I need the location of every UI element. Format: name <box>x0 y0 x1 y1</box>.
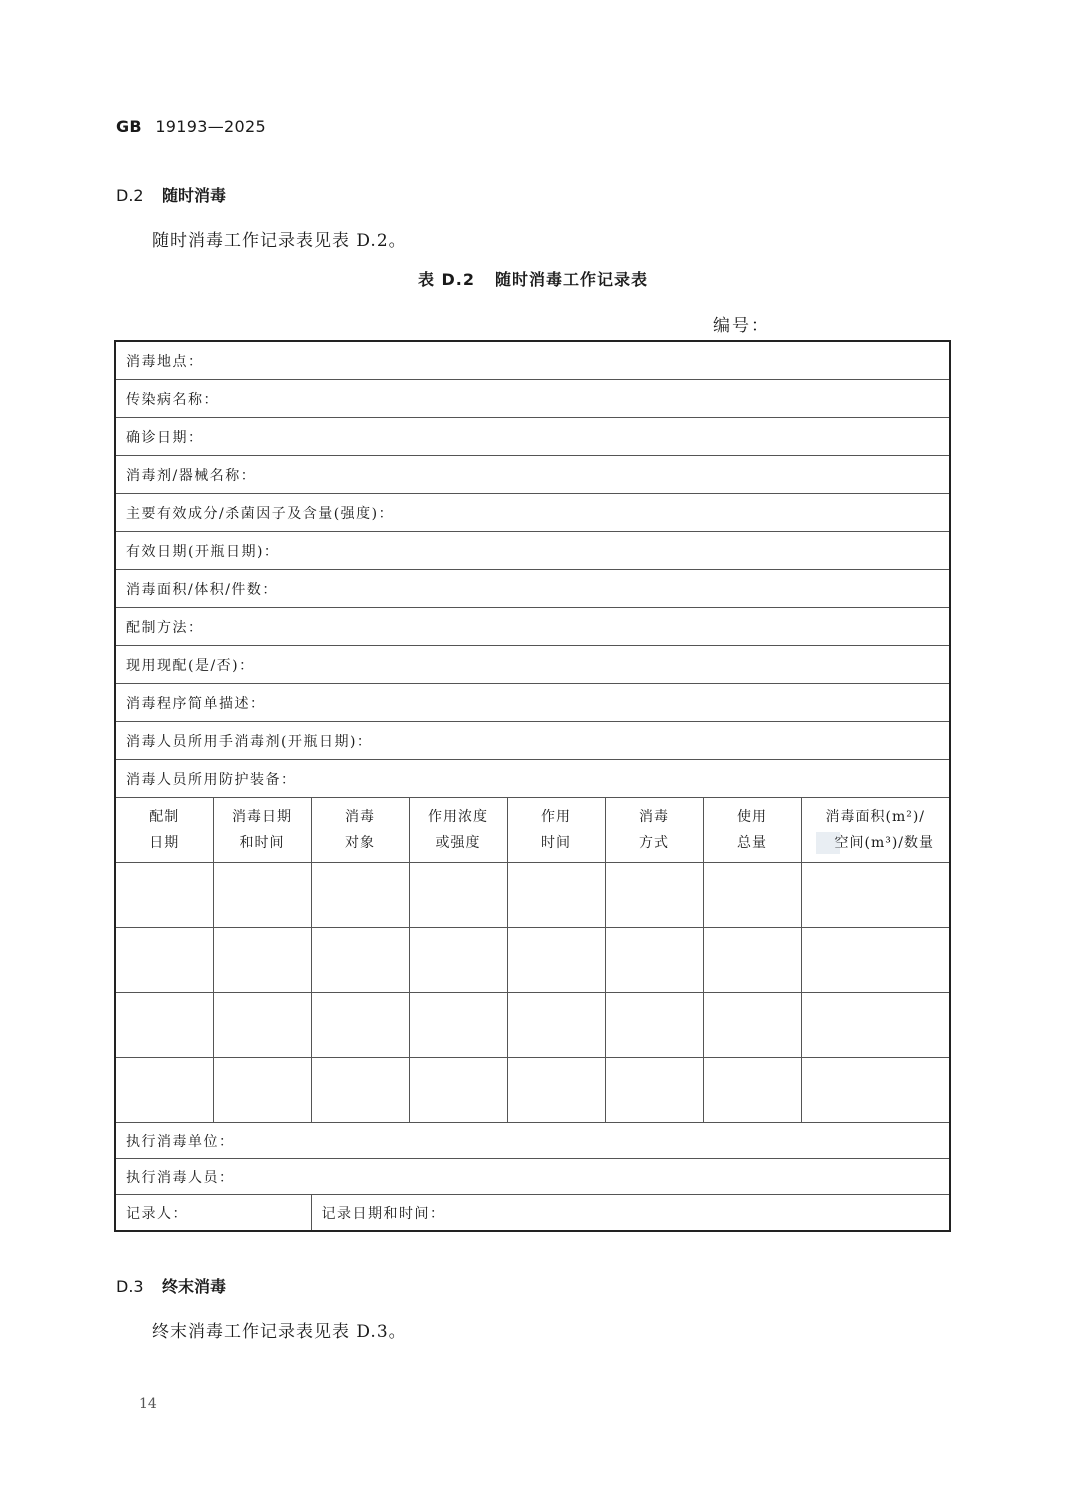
table-row <box>115 1058 950 1123</box>
table-row <box>115 928 950 993</box>
column-header-concentration: 作用浓度 或强度 <box>409 798 507 863</box>
table-cell[interactable] <box>115 863 213 928</box>
field-recorder[interactable]: 记录人： <box>115 1195 311 1232</box>
table-caption-title: 随时消毒工作记录表 <box>495 270 649 289</box>
field-executing-unit[interactable]: 执行消毒单位： <box>115 1123 950 1159</box>
table-cell[interactable] <box>605 863 703 928</box>
table-cell[interactable] <box>801 863 950 928</box>
field-hand-disinfectant[interactable]: 消毒人员所用手消毒剂(开瓶日期)： <box>115 722 950 760</box>
footer-row <box>115 1123 950 1159</box>
field-row <box>115 760 950 798</box>
field-procedure-description[interactable]: 消毒程序简单描述： <box>115 684 950 722</box>
footer-row <box>115 1159 950 1195</box>
table-cell[interactable] <box>409 1058 507 1123</box>
table-row <box>115 863 950 928</box>
field-row <box>115 380 950 418</box>
field-record-datetime[interactable]: 记录日期和时间： <box>311 1195 950 1232</box>
section-heading-d3 <box>116 1274 226 1297</box>
section-title: 随时消毒 <box>162 186 227 205</box>
field-diagnosis-date[interactable]: 确诊日期： <box>115 418 950 456</box>
column-header-row <box>115 798 950 863</box>
field-row <box>115 494 950 532</box>
table-cell[interactable] <box>213 928 311 993</box>
field-row <box>115 608 950 646</box>
standard-code-number: 19193—2025 <box>155 117 266 136</box>
disinfection-record-table <box>114 340 951 1232</box>
field-disease-name[interactable]: 传染病名称： <box>115 380 950 418</box>
serial-number-label: 编号： <box>713 316 770 336</box>
table-cell[interactable] <box>605 928 703 993</box>
column-header-action-time: 作用 时间 <box>507 798 605 863</box>
table-cell[interactable] <box>507 1058 605 1123</box>
field-active-ingredient[interactable]: 主要有效成分/杀菌因子及含量(强度)： <box>115 494 950 532</box>
field-row <box>115 646 950 684</box>
field-row <box>115 684 950 722</box>
section-number: D.3 <box>116 1277 144 1296</box>
field-preparation-method[interactable]: 配制方法： <box>115 608 950 646</box>
standard-code-prefix: GB <box>116 117 142 136</box>
section-d3-text: 终末消毒工作记录表见表 D.3。 <box>152 1322 407 1342</box>
table-cell[interactable] <box>213 863 311 928</box>
table-cell[interactable] <box>115 928 213 993</box>
table-cell[interactable] <box>801 1058 950 1123</box>
table-cell[interactable] <box>801 993 950 1058</box>
section-d2-text: 随时消毒工作记录表见表 D.2。 <box>152 231 407 251</box>
section-number: D.2 <box>116 186 144 205</box>
footer-row <box>115 1195 950 1232</box>
column-header-prep-date: 配制 日期 <box>115 798 213 863</box>
table-cell[interactable] <box>115 1058 213 1123</box>
table-cell[interactable] <box>703 1058 801 1123</box>
table-cell[interactable] <box>507 928 605 993</box>
table-cell[interactable] <box>507 993 605 1058</box>
table-cell[interactable] <box>311 928 409 993</box>
field-row <box>115 456 950 494</box>
table-caption <box>0 267 1066 290</box>
table-cell[interactable] <box>605 1058 703 1123</box>
table-cell[interactable] <box>409 928 507 993</box>
table-cell[interactable] <box>409 993 507 1058</box>
table-cell[interactable] <box>703 863 801 928</box>
field-disinfection-location[interactable]: 消毒地点： <box>115 341 950 380</box>
table-cell[interactable] <box>311 863 409 928</box>
column-header-disinfection-datetime: 消毒日期 和时间 <box>213 798 311 863</box>
table-cell[interactable] <box>507 863 605 928</box>
table-cell[interactable] <box>213 1058 311 1123</box>
column-header-method: 消毒 方式 <box>605 798 703 863</box>
table-cell[interactable] <box>409 863 507 928</box>
field-row <box>115 532 950 570</box>
table-cell[interactable] <box>311 993 409 1058</box>
field-row <box>115 570 950 608</box>
column-header-total-amount: 使用 总量 <box>703 798 801 863</box>
section-heading-d2 <box>116 183 226 206</box>
field-expiry-date[interactable]: 有效日期(开瓶日期)： <box>115 532 950 570</box>
table-cell[interactable] <box>605 993 703 1058</box>
section-title: 终末消毒 <box>162 1277 227 1296</box>
field-row <box>115 722 950 760</box>
field-fresh-prepared[interactable]: 现用现配(是/否)： <box>115 646 950 684</box>
field-row <box>115 418 950 456</box>
field-disinfectant-name[interactable]: 消毒剂/器械名称： <box>115 456 950 494</box>
column-header-area-space-count: 消毒面积(m²)/ 空间(m³)/数量 <box>801 798 950 863</box>
field-executing-personnel[interactable]: 执行消毒人员： <box>115 1159 950 1195</box>
field-protective-equipment[interactable]: 消毒人员所用防护装备： <box>115 760 950 798</box>
table-cell[interactable] <box>311 1058 409 1123</box>
field-row <box>115 341 950 380</box>
page-number: 14 <box>139 1396 157 1412</box>
table-cell[interactable] <box>115 993 213 1058</box>
standard-code <box>116 117 266 136</box>
table-row <box>115 993 950 1058</box>
table-cell[interactable] <box>213 993 311 1058</box>
table-cell[interactable] <box>801 928 950 993</box>
field-area-volume-count[interactable]: 消毒面积/体积/件数： <box>115 570 950 608</box>
table-cell[interactable] <box>703 928 801 993</box>
table-caption-label: 表 D.2 <box>417 270 476 289</box>
table-cell[interactable] <box>703 993 801 1058</box>
column-header-target: 消毒 对象 <box>311 798 409 863</box>
